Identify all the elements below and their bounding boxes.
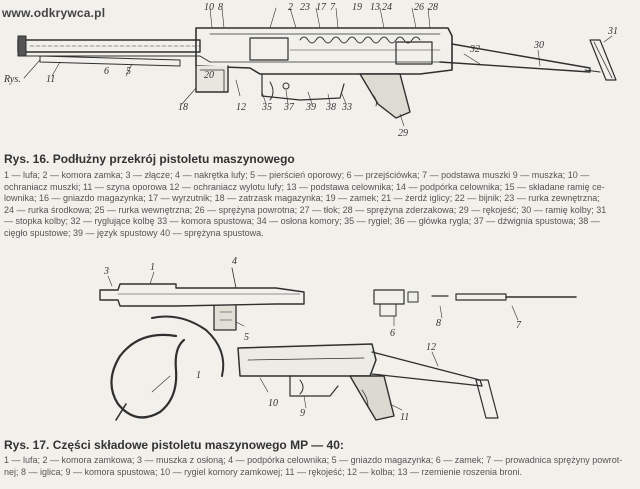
figure-17-legend bbox=[4, 455, 636, 478]
figure-17-caption: Rys. 17. Części składowe pistoletu maszynowego MP — 40: bbox=[4, 438, 344, 452]
callout-rys: Rys. bbox=[4, 74, 21, 85]
figure-16-caption: Rys. 16. Podłużny przekrój pistoletu maszynowego bbox=[4, 152, 295, 166]
callout-11: 11 bbox=[46, 74, 56, 85]
legend-line: cięgło spustowe; 39 — język spustowy 40 — sprężyna spustowa. bbox=[4, 227, 264, 238]
callout-6b: 6 bbox=[390, 328, 395, 339]
legend-line: 1 — lufa; 2 — komora zamkowa; 3 — muszka z osłoną; 4 — podpórka celownika; 5 — gniazdo magazynka; 6 — zamek; 7 — prowadnica sprężyny powrot- bbox=[4, 455, 623, 465]
callout-29: 29 bbox=[398, 128, 408, 139]
figure-16-legend bbox=[4, 170, 636, 240]
callout-30: 30 bbox=[534, 40, 544, 51]
callout-4: 4 bbox=[232, 256, 237, 267]
callout-5b: 5 bbox=[244, 332, 249, 343]
callout-8b: 8 bbox=[436, 318, 441, 329]
callout-19: 19 bbox=[352, 2, 362, 13]
legend-line: 24 — rurka środkowa; 25 — rurka wewnętrzna; 26 — sprężyna powrotna; 27 — tłok; 28 — sprężyna zderzakowa; 29 — rękojeść; 30 — ramię kolby; 31 bbox=[4, 204, 607, 215]
legend-line: ochraniacz muszki; 11 — szyna oporowa 12 — ochraniacz wylotu lufy; 13 — podstawa celownika; 14 — podpórka celownika; 15 — składane ramię ce- bbox=[4, 181, 605, 192]
callout-24: 24 bbox=[382, 2, 392, 13]
callout-17: 17 bbox=[316, 2, 326, 13]
callout-2: 2 bbox=[288, 2, 293, 13]
legend-line: — stopka kolby; 32 — ryglujące kolbę 33 — komora spustowa; 34 — osłona komory; 35 — rygiel; 36 — główka rygla; 37 — dźwignia spustowa; 38 — bbox=[4, 216, 600, 227]
callout-7: 7 bbox=[330, 2, 335, 13]
callout-1b: 1 bbox=[196, 370, 201, 381]
callout-28: 28 bbox=[428, 2, 438, 13]
callout-35: 35 bbox=[262, 102, 272, 113]
callout-39: 39 bbox=[306, 102, 316, 113]
callout-25: 26 bbox=[414, 2, 424, 13]
callout-6: 6 bbox=[104, 66, 109, 77]
components-drawing bbox=[100, 268, 576, 420]
callout-10b: 10 bbox=[268, 398, 278, 409]
callout-1: 1 bbox=[150, 262, 155, 273]
callout-10: 10 bbox=[204, 2, 214, 13]
callout-38: 38 bbox=[326, 102, 336, 113]
callout-11b: 11 bbox=[400, 412, 410, 423]
callout-9: 9 bbox=[300, 408, 305, 419]
callout-12: 12 bbox=[236, 102, 246, 113]
callout-8: 8 bbox=[218, 2, 223, 13]
legend-line: lownika; 16 — gniazdo magazynka; 17 — wyrzutnik; 18 — zatrzask magazynka; 19 — zamek; 21 — żerdź iglicy; 22 — bijnik; 23 — rurka zewnętrzna; bbox=[4, 193, 600, 204]
legend-line: nej; 8 — iglica; 9 — komora spustowa; 10 — rygiel komory zamkowej; 11 — rękojeść; 12 — kolba; 13 — rzemienie roszenia broni. bbox=[4, 466, 523, 477]
callout-18: 18 bbox=[178, 102, 188, 113]
callout-23: 23 bbox=[300, 2, 310, 13]
callout-7b: 7 bbox=[516, 320, 521, 331]
legend-line: 1 — lufa; 2 — komora zamka; 3 — złącze; 4 — nakrętka lufy; 5 — pierścień oporowy; 6 — przejściówka; 7 — podstawa muszki 9 — muszka; 10 — bbox=[4, 170, 590, 180]
callout-3: 3 bbox=[104, 266, 109, 277]
callout-33: 33 bbox=[342, 102, 352, 113]
callout-12b: 12 bbox=[426, 342, 436, 353]
callout-32: 32 bbox=[470, 44, 480, 55]
callout-5: 5 bbox=[126, 66, 131, 77]
callout-31: 31 bbox=[608, 26, 618, 37]
callout-37: 37 bbox=[284, 102, 294, 113]
callout-13: 13 bbox=[370, 2, 380, 13]
watermark-text: www.odkrywca.pl bbox=[2, 6, 106, 20]
callout-20: 20 bbox=[204, 70, 214, 81]
